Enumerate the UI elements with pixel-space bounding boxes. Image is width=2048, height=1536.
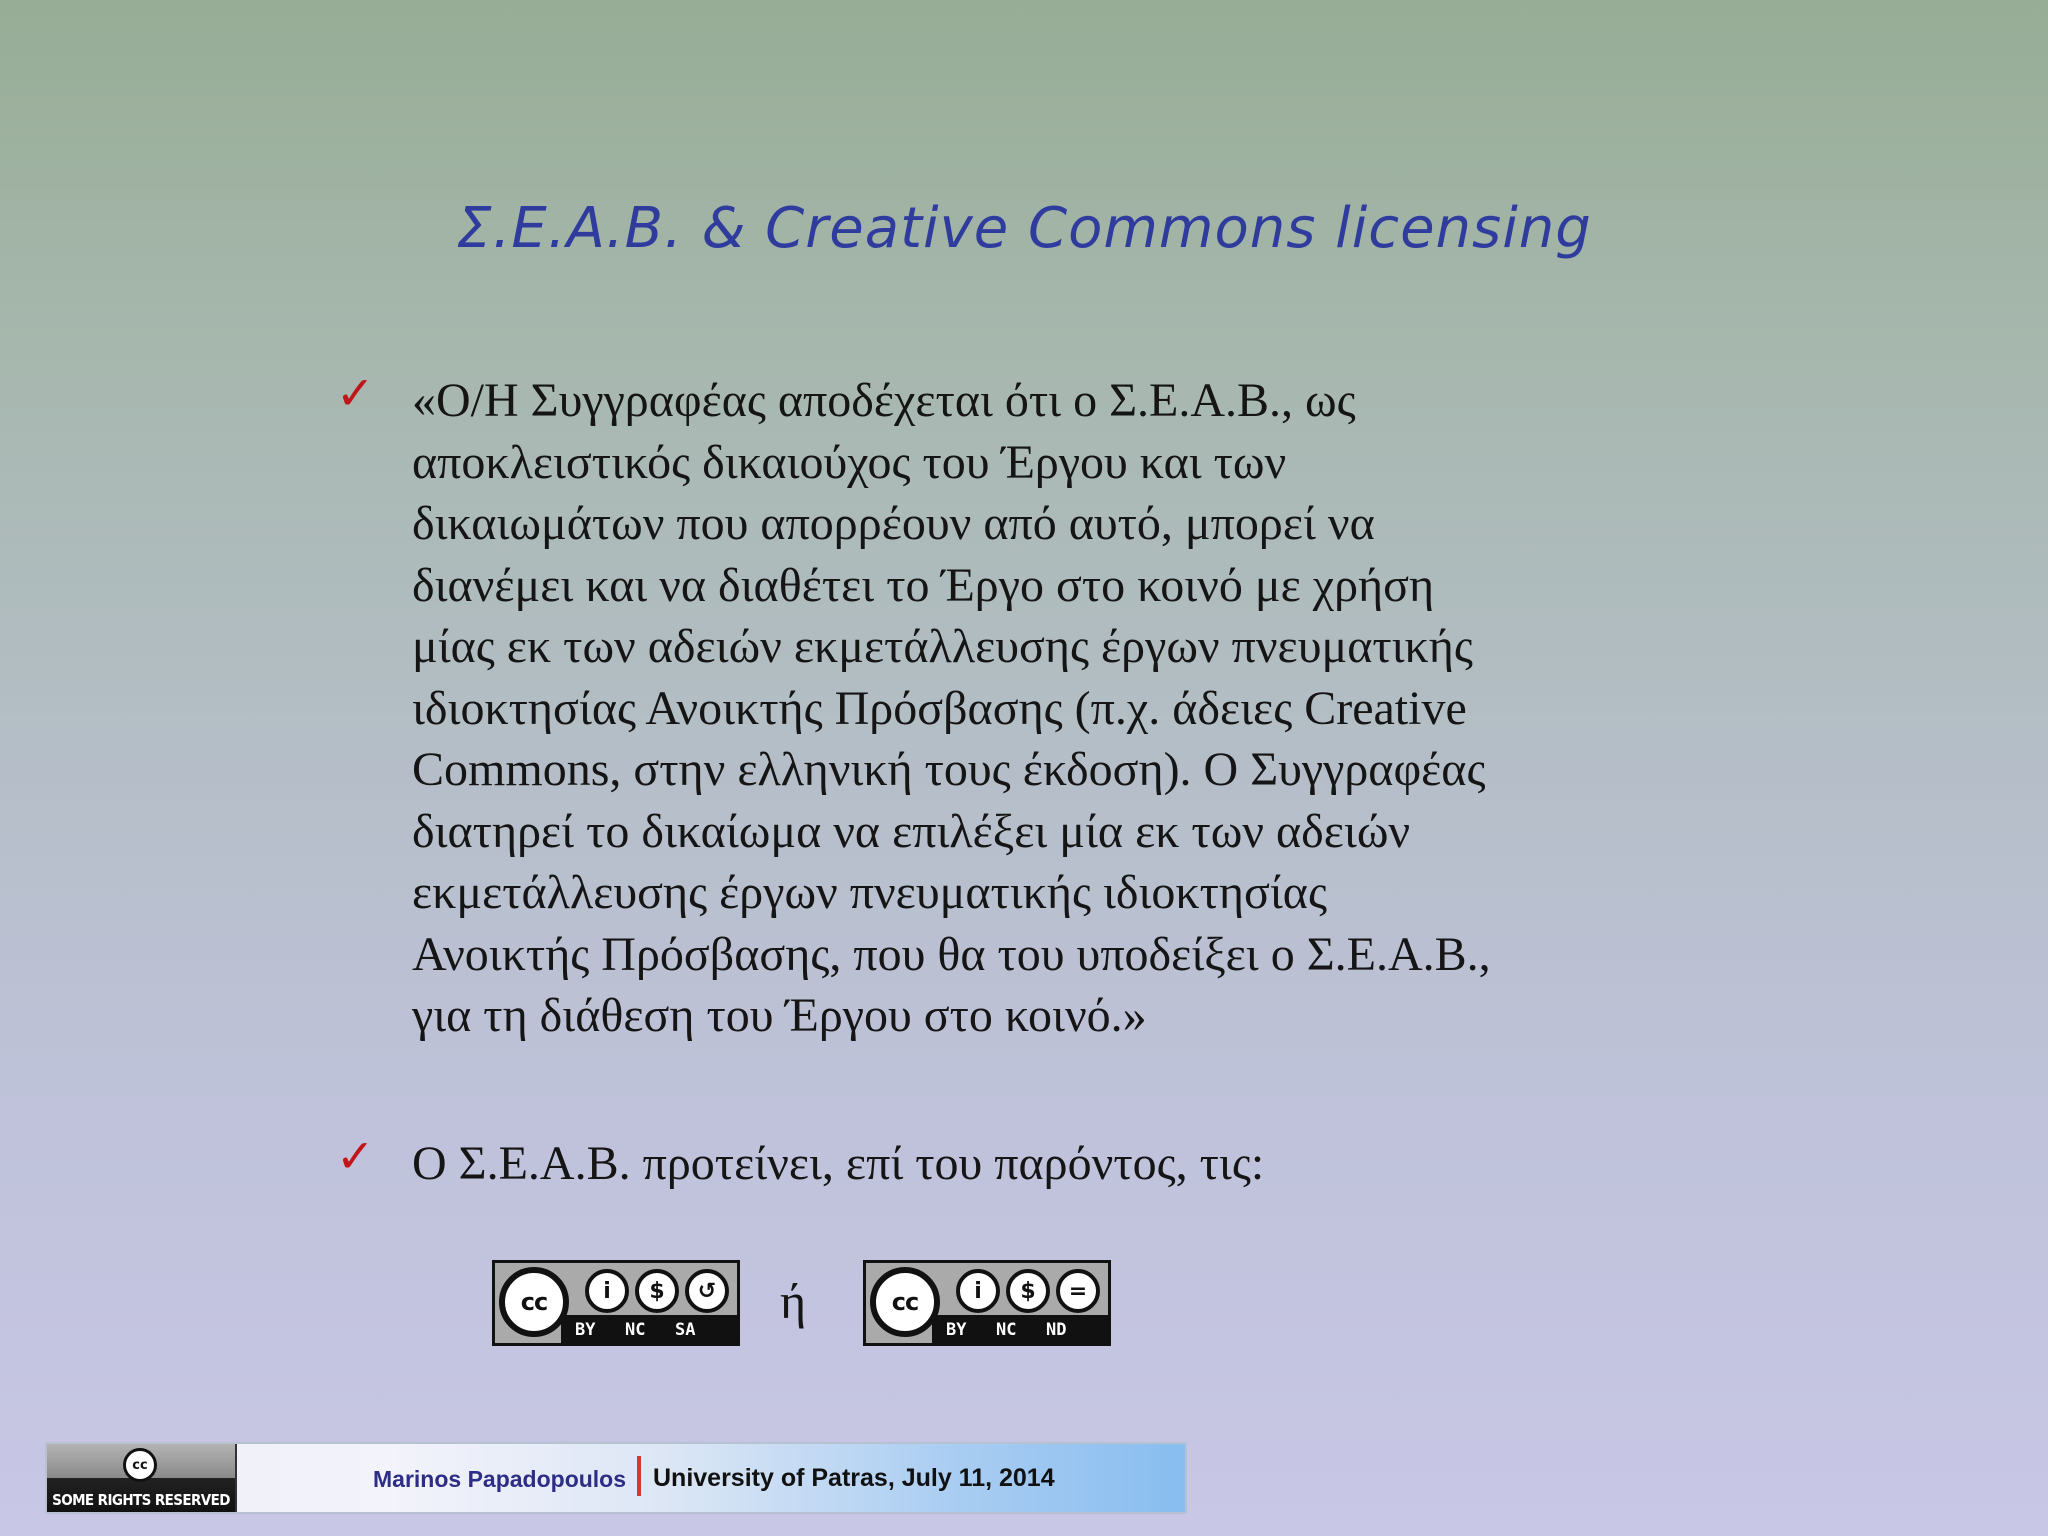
some-rights-reserved-badge: [47, 1444, 237, 1512]
term-nc: NC: [996, 1320, 1017, 1340]
noncommercial-icon: $: [1006, 1269, 1050, 1313]
checkmark-icon: ✓: [336, 366, 375, 420]
cc-logo-icon: cc: [123, 1448, 157, 1482]
quote-line: για τη διάθεση του Έργου στο κοινό.»: [412, 989, 1147, 1042]
term-nd: ND: [1046, 1320, 1067, 1340]
quote-line: ιδιοκτησίας Ανοικτής Πρόσβασης (π.χ. άδειες Creative: [412, 681, 1467, 735]
cc-by-nc-nd-badge: [863, 1260, 1111, 1346]
proposal-text: Ο Σ.Ε.Α.Β. προτείνει, επί του παρόντος, τις:: [412, 1137, 1265, 1190]
affiliation-date: University of Patras, July 11, 2014: [653, 1464, 1055, 1492]
term-sa: SA: [675, 1320, 696, 1340]
some-rights-reserved-label: SOME RIGHTS RESERVED: [52, 1491, 230, 1509]
quote-line: μίας εκ των αδειών εκμετάλλευσης έργων πνευματικής: [412, 620, 1473, 673]
quote-line: Ανοικτής Πρόσβασης, που θα του υποδείξει ο Σ.Ε.Α.Β.,: [412, 927, 1491, 981]
slide-title: Σ.Ε.Α.Β. & Creative Commons licensing: [456, 196, 1592, 261]
quote-line: διανέμει και να διαθέτει το Έργο στο κοινό με χρήση: [412, 558, 1435, 612]
term-by: BY: [575, 1320, 596, 1340]
cc-logo-icon: cc: [499, 1267, 569, 1337]
quote-line: Commons, στην ελληνική τους έκδοση). Ο Συγγραφέας: [412, 743, 1486, 796]
attribution-icon: i: [956, 1269, 1000, 1313]
quote-line: διατηρεί το δικαίωμα να επιλέξει μία εκ των αδειών: [412, 804, 1411, 858]
footer-divider: [637, 1456, 641, 1496]
quote-line: αποκλειστικός δικαιούχος του Έργου και των: [412, 435, 1287, 489]
footer-bar: [45, 1442, 1187, 1514]
checkmark-icon: ✓: [336, 1129, 375, 1183]
author-name: Marinos Papadopoulos: [373, 1466, 627, 1492]
noderivatives-icon: =: [1056, 1269, 1100, 1313]
cc-logo-icon: cc: [870, 1267, 940, 1337]
noncommercial-icon: $: [635, 1269, 679, 1313]
quote-text: [412, 370, 1732, 1047]
quote-line: εκμετάλλευσης έργων πνευματικής ιδιοκτησίας: [412, 866, 1327, 919]
cc-by-nc-sa-badge: [492, 1260, 740, 1346]
term-nc: NC: [625, 1320, 646, 1340]
quote-line: δικαιωμάτων που απορρέουν από αυτό, μπορεί να: [412, 497, 1375, 550]
attribution-icon: i: [585, 1269, 629, 1313]
sharealike-icon: ↺: [685, 1269, 729, 1313]
term-by: BY: [946, 1320, 967, 1340]
quote-line: «Ο/Η Συγγραφέας αποδέχεται ότι ο Σ.Ε.Α.Β., ως: [412, 374, 1356, 427]
or-separator: ή: [780, 1273, 807, 1329]
